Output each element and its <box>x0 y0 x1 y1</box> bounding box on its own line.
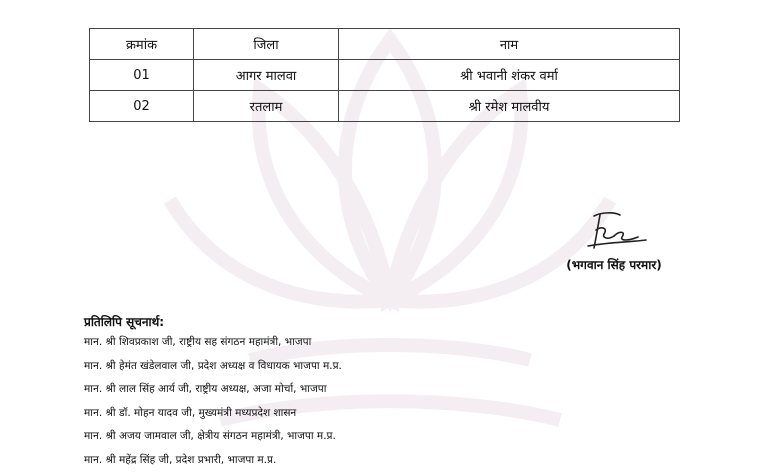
serial-cell: 01 <box>90 60 194 91</box>
copy-to-heading: प्रतिलिपि सूचनार्थ: <box>84 313 164 330</box>
list-item: मान. श्री महेंद्र सिंह जी, प्रदेश प्रभारी, भाजपा म.प्र. <box>84 453 342 476</box>
table-header-row <box>90 29 680 60</box>
list-item: मान. श्री अजय जामवाल जी, क्षेत्रीय संगठन महामंत्री, भाजपा म.प्र. <box>84 429 342 453</box>
header-district: जिला <box>194 29 339 60</box>
district-cell: आगर मालवा <box>194 60 339 91</box>
header-serial: क्रमांक <box>90 29 194 60</box>
list-item: मान. श्री शिवप्रकाश जी, राष्ट्रीय सह संगठन महामंत्री, भाजपा <box>84 335 342 359</box>
copy-to-list <box>84 335 342 476</box>
list-item: मान. श्री लाल सिंह आर्य जी, राष्ट्रीय अध्यक्ष, अजा मोर्चा, भाजपा <box>84 382 342 406</box>
roster-table <box>89 28 680 122</box>
table-row <box>90 60 680 91</box>
signature-mark <box>580 206 660 254</box>
name-cell: श्री भवानी शंकर वर्मा <box>339 60 680 91</box>
list-item: मान. श्री हेमंत खंडेलवाल जी, प्रदेश अध्यक्ष व विधायक भाजपा म.प्र. <box>84 359 342 383</box>
table-row <box>90 91 680 122</box>
header-name: नाम <box>339 29 680 60</box>
list-item: मान. श्री डॉ. मोहन यादव जी, मुख्यमंत्री मध्यप्रदेश शासन <box>84 406 342 430</box>
district-cell: रतलाम <box>194 91 339 122</box>
name-cell: श्री रमेश मालवीय <box>339 91 680 122</box>
signatory-name: (भगवान सिंह परमार) <box>548 256 680 273</box>
serial-cell: 02 <box>90 91 194 122</box>
